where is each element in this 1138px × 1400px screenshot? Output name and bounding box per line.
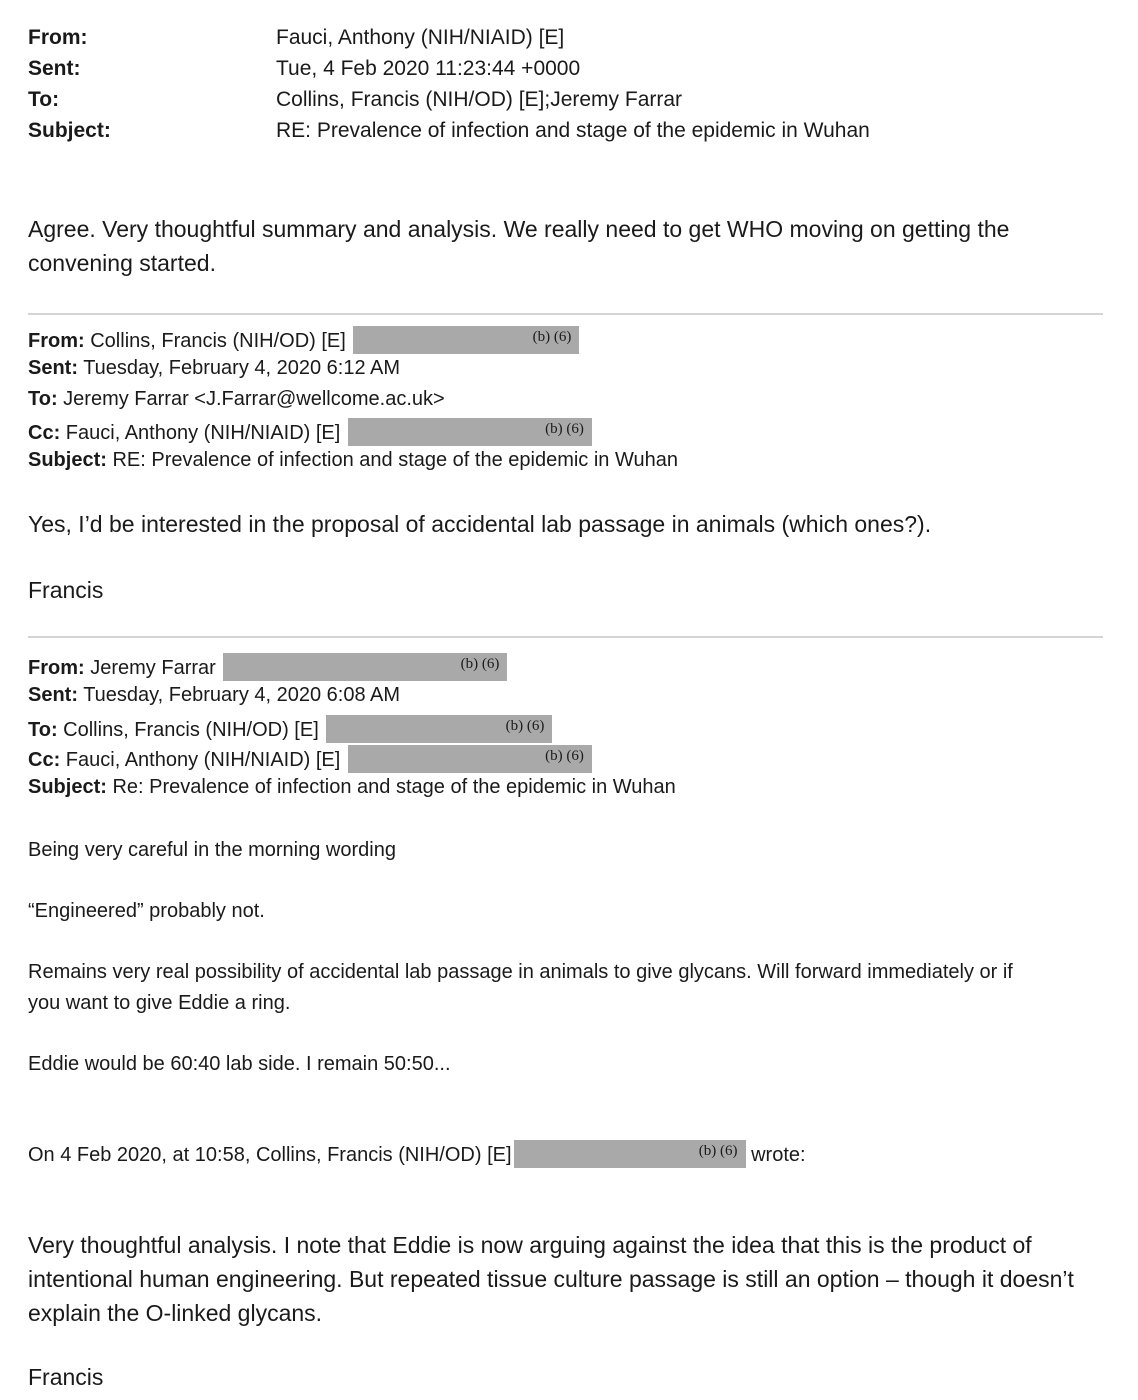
email3-subject-value: Re: Prevalence of infection and stage of the epidemic in Wuhan [112, 776, 676, 798]
email2-to-label: To: [28, 388, 58, 410]
email3-cc-label: Cc: [28, 749, 61, 771]
email2-subject-value: RE: Prevalence of infection and stage of the epidemic in Wuhan [112, 449, 678, 471]
email3-to-line [28, 715, 552, 743]
email3-from-line [28, 653, 507, 681]
email2-subject-line [28, 449, 678, 472]
redaction-box [326, 715, 552, 743]
quoted-body: Very thoughtful analysis. I note that Eddie is now arguing against the idea that this is the product of intentional human engineering. But repeated tissue culture passage is still an option – though it doesn’t explain the O-linked glycans. [28, 1232, 1074, 1326]
email2-subject-label: Subject: [28, 449, 107, 471]
quoted-intro-prefix: On 4 Feb 2020, at 10:58, Collins, Francis (NIH/OD) [E] [28, 1144, 512, 1166]
email3-sent-line [28, 684, 400, 707]
from-label: From: [28, 26, 88, 49]
email2-from-label: From: [28, 330, 85, 352]
redaction-code: (b) (6) [460, 656, 500, 672]
redaction-box [348, 418, 592, 446]
email2-from-line [28, 326, 579, 354]
redaction-code: (b) (6) [505, 718, 545, 734]
email2-signature: Francis [28, 577, 104, 603]
sent-value: Tue, 4 Feb 2020 11:23:44 +0000 [276, 57, 581, 80]
to-label: To: [28, 88, 60, 111]
from-value: Fauci, Anthony (NIH/NIAID) [E] [276, 26, 565, 49]
email3-from-value: Jeremy Farrar [90, 657, 216, 679]
email3-sent-label: Sent: [28, 684, 78, 706]
email2-sent-label: Sent: [28, 357, 78, 379]
redaction-code: (b) (6) [532, 329, 572, 345]
to-value: Collins, Francis (NIH/OD) [E];Jeremy Farrar [276, 88, 683, 111]
email2-cc-label: Cc: [28, 422, 61, 444]
reply-body: Agree. Very thoughtful summary and analysis. We really need to get WHO moving on getting the convening started. [28, 216, 1010, 276]
redaction-code: (b) (6) [698, 1143, 738, 1159]
redaction-box [348, 745, 592, 773]
sent-label: Sent: [28, 57, 81, 80]
email2-to-line [28, 388, 445, 411]
email3-para3: Remains very real possibility of accidental lab passage in animals to give glycans. Will forward immediately or if you want to give Eddie a ring. [28, 961, 1013, 1014]
redaction-box [514, 1140, 746, 1168]
quoted-signature: Francis [28, 1364, 104, 1390]
email3-subject-line [28, 776, 676, 799]
quoted-intro-suffix: wrote: [751, 1144, 806, 1166]
subject-label: Subject: [28, 119, 111, 142]
email3-from-label: From: [28, 657, 85, 679]
email3-para2: “Engineered” probably not. [28, 900, 265, 922]
email2-body: Yes, I’d be interested in the proposal of accidental lab passage in animals (which ones?). [28, 511, 932, 537]
email3-subject-label: Subject: [28, 776, 107, 798]
email3-cc-line [28, 745, 592, 773]
separator-rule [28, 636, 1103, 638]
email3-to-label: To: [28, 719, 58, 741]
separator-rule [28, 313, 1103, 315]
email2-sent-line [28, 357, 400, 380]
email3-to-value: Collins, Francis (NIH/OD) [E] [63, 719, 319, 741]
email2-cc-line [28, 418, 592, 446]
email2-to-value: Jeremy Farrar <J.Farrar@wellcome.ac.uk> [63, 388, 445, 410]
email2-from-value: Collins, Francis (NIH/OD) [E] [90, 330, 346, 352]
quoted-intro-line [28, 1140, 806, 1168]
subject-value: RE: Prevalence of infection and stage of the epidemic in Wuhan [276, 119, 870, 142]
email2-cc-value: Fauci, Anthony (NIH/NIAID) [E] [65, 422, 341, 444]
redaction-box [353, 326, 579, 354]
email2-sent-value: Tuesday, February 4, 2020 6:12 AM [83, 357, 401, 379]
email3-para4: Eddie would be 60:40 lab side. I remain 50:50... [28, 1053, 451, 1075]
email3-cc-value: Fauci, Anthony (NIH/NIAID) [E] [65, 749, 341, 771]
email3-sent-value: Tuesday, February 4, 2020 6:08 AM [83, 684, 401, 706]
redaction-code: (b) (6) [545, 421, 584, 437]
email3-para1: Being very careful in the morning wording [28, 839, 396, 861]
redaction-box [223, 653, 507, 681]
redaction-code: (b) (6) [545, 748, 584, 764]
